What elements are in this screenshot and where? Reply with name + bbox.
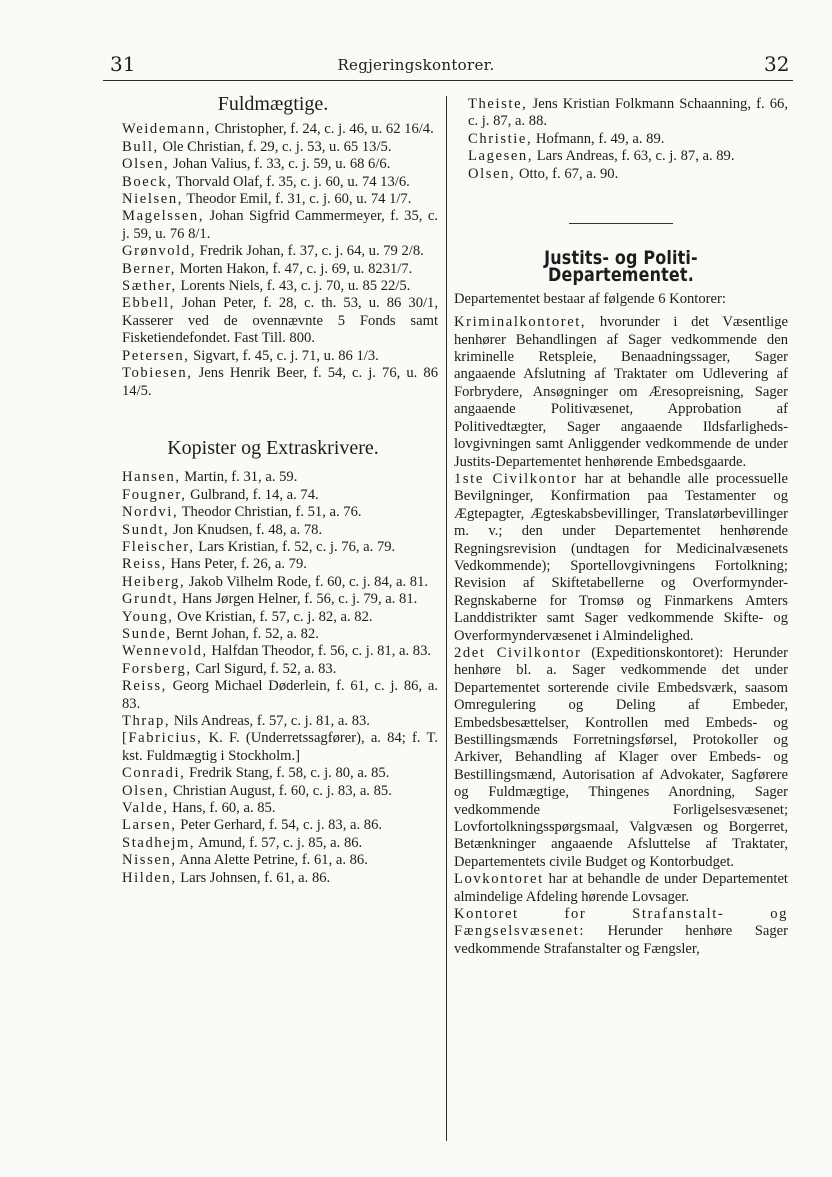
list-item	[108, 556, 438, 573]
list-item	[108, 713, 438, 730]
entry-name: Nielsen,	[122, 191, 184, 208]
list-item	[108, 678, 438, 713]
list-item	[108, 504, 438, 521]
list-item	[108, 243, 438, 260]
list-item	[454, 96, 788, 131]
entry-name: Ebbell,	[122, 295, 175, 312]
right-column	[454, 96, 788, 958]
entry-details: Hans, f. 60, a. 85.	[168, 800, 276, 817]
entry-details: Lars Johnsen, f. 61, a. 86.	[176, 869, 331, 886]
list-item	[108, 817, 438, 834]
entry-name: Sæther,	[122, 278, 177, 295]
entry-details: Johan Valius, f. 33, c. j. 59, u. 68 6/6.	[169, 156, 391, 173]
list-item	[108, 626, 438, 643]
office-description: har at behandle alle processuelle Bevilgninger, Konfirmation paa Testamenter og Ægtepagter, Ægteskabsbevillinger, Translatørbevillinger m. v.; den under Departementet henhørende Regningsrevision (undtagen for Medicinalvæsenets Vedkommende); Sportellovgivningens Fortolkning; Revision af Skiftetabellerne og Overformynder-Regnskaberne for Tromsø og Finmarkens Amters Landdistrikter samt Sager vedkommende Skifte- og Overformyndervæsenet i Almindelighed.	[454, 470, 788, 644]
list-item	[108, 139, 438, 156]
entry-details: Fredrik Stang, f. 58, c. j. 80, a. 85.	[185, 765, 390, 782]
list-item	[108, 609, 438, 626]
kopister-list	[108, 469, 438, 887]
right-top-list	[454, 96, 788, 183]
list-item	[108, 591, 438, 608]
office-description: (Expeditionskontoret): Herunder henhøre bl. a. Sager vedkommende det under Departementet sorterende civile Embedsværk, saasom Omregulering og Deling af Embeder, Embedsbesættelser, Kontrollen med Embeds- og Bestillingsmænds Forretningsførsel, Protokoller og Arkiver, Behandling af Klager over Embeds- og Bestillingsmænd, Autorisation af Advokater, Sagførere og Fuldmægtige, Thingenes Anordning, Sager vedkommende Forligelsesvæsenet; Lovfortolkningsspørgsmaal, Valgvæsen og Borgerret, Betænkninger angaaende Afsluttelse af Traktater, Departementets civile Budget og Kontorbudget.	[454, 644, 789, 870]
list-item	[108, 852, 438, 869]
list-item	[108, 835, 438, 852]
list-item	[108, 191, 438, 208]
entry-details: Johan Peter, f. 28, c. th. 53, u. 86 30/1, Kasserer ved de ovennævnte 5 Fonds samt Fisketiendefondet. Fast Till. 800.	[122, 295, 438, 347]
left-column	[108, 93, 438, 887]
entry-name: Wennevold,	[122, 643, 208, 660]
entry-details: Morten Hakon, f. 47, c. j. 69, u. 8231/7.	[175, 260, 413, 277]
entry-details: Johan Sigfrid Cammermeyer, f. 35, c. j. 59, u. 76 8/1.	[122, 208, 438, 242]
page-number-right: 32	[764, 52, 790, 76]
entry-details: Lorents Niels, f. 43, c. j. 70, u. 85 22/5.	[176, 278, 411, 295]
entry-details: Otto, f. 67, a. 90.	[515, 165, 619, 182]
list-item	[108, 174, 438, 191]
list-item	[108, 783, 438, 800]
entry-details: Halfdan Theodor, f. 56, c. j. 81, a. 83.	[207, 643, 432, 660]
entry-name: Heiberg,	[122, 573, 186, 590]
entry-details: Gulbrand, f. 14, a. 74.	[186, 486, 319, 503]
entry-details: Lars Andreas, f. 63, c. j. 87, a. 89.	[533, 148, 735, 165]
list-item	[108, 121, 438, 138]
entry-details: Christopher, f. 24, c. j. 46, u. 62 16/4.	[210, 121, 434, 138]
entry-name: Weidemann,	[122, 121, 211, 138]
entry-name: [Fabricius,	[122, 730, 203, 747]
department-office-paragraph	[454, 471, 788, 645]
entry-details: Nils Andreas, f. 57, c. j. 81, a. 83.	[170, 713, 370, 729]
office-name: Kontoret for Strafanstalt- og Fængselsvæsenet:	[454, 906, 788, 940]
entry-details: Georg Michael Døderlein, f. 61, c. j. 86, a. 83.	[122, 678, 438, 712]
section-title-kopister: Kopister og Extraskrivere.	[167, 436, 379, 459]
entry-name: Fleischer,	[122, 538, 195, 555]
entry-name: Nordvi,	[122, 504, 179, 521]
entry-name: Fougner,	[122, 486, 187, 503]
entry-details: Lars Kristian, f. 52, c. j. 76, a. 79.	[194, 538, 396, 555]
entry-name: Forsberg,	[122, 660, 192, 677]
entry-details: Anna Alette Petrine, f. 61, a. 86.	[176, 852, 368, 869]
list-item	[454, 166, 788, 183]
fuldmaegtige-list	[108, 121, 438, 400]
department-office-paragraph	[454, 314, 788, 471]
entry-name: Olsen,	[468, 165, 516, 182]
list-item	[108, 522, 438, 539]
entry-name: Tobiesen,	[122, 365, 193, 382]
office-name: 2det Civilkontor	[454, 644, 582, 661]
entry-name: Boeck,	[122, 173, 173, 190]
entry-details: Theodor Christian, f. 51, a. 76.	[178, 504, 362, 521]
department-office-paragraph	[454, 906, 788, 958]
entry-details: Jon Knudsen, f. 48, a. 78.	[169, 521, 323, 538]
entry-name: Berner,	[122, 260, 176, 277]
entry-name: Reiss,	[122, 556, 167, 573]
list-item	[454, 131, 788, 148]
entry-details: Martin, f. 31, a. 59.	[180, 469, 298, 486]
entry-name: Petersen,	[122, 347, 190, 364]
entry-name: Christie,	[468, 130, 533, 147]
list-item	[108, 278, 438, 295]
entry-name: Grønvold,	[122, 243, 196, 260]
entry-details: Hofmann, f. 49, a. 89.	[532, 130, 665, 147]
entry-details: Theodor Emil, f. 31, c. j. 60, u. 74 1/7.	[183, 191, 412, 208]
entry-details: Amund, f. 57, c. j. 85, a. 86.	[195, 834, 363, 851]
entry-name: Sundt,	[122, 521, 170, 538]
entry-details: Bernt Johan, f. 52, a. 82.	[171, 625, 319, 642]
entry-details: Sigvart, f. 45, c. j. 71, u. 86 1/3.	[189, 347, 379, 364]
column-divider	[446, 96, 447, 1141]
entry-details: Carl Sigurd, f. 52, a. 83.	[191, 660, 337, 677]
list-item	[108, 348, 438, 365]
entry-name: Hilden,	[122, 869, 177, 886]
entry-details: Peter Gerhard, f. 54, c. j. 83, a. 86.	[176, 817, 383, 834]
list-item	[108, 661, 438, 678]
entry-name: Nissen,	[122, 852, 177, 869]
list-item	[108, 643, 438, 660]
entry-details: K. F. (Underretssagfører), a. 84; f. T. kst. Fuldmægtig i Stockholm.]	[122, 730, 438, 764]
entry-name: Reiss,	[122, 678, 167, 695]
entry-details: Jens Henrik Beer, f. 54, c. j. 76, u. 86 14/5.	[122, 365, 438, 399]
entry-name: Thrap,	[122, 713, 171, 729]
entry-details: Jens Kristian Folkmann Schaanning, f. 66, c. j. 87, a. 88.	[468, 96, 788, 130]
entry-details: Christian August, f. 60, c. j. 83, a. 85.	[169, 782, 392, 799]
entry-details: Ole Christian, f. 29, c. j. 53, u. 65 13/5.	[158, 138, 392, 155]
header-rule	[103, 80, 793, 81]
entry-name: Theiste,	[468, 96, 528, 112]
list-item	[108, 539, 438, 556]
entry-name: Grundt,	[122, 591, 179, 608]
office-name: Kriminalkontoret,	[454, 314, 587, 331]
list-item	[108, 574, 438, 591]
entry-name: Hansen,	[122, 469, 181, 486]
section-rule	[454, 223, 788, 224]
entry-name: Conradi,	[122, 765, 186, 782]
entry-name: Stadhejm,	[122, 834, 196, 851]
department-paragraphs	[454, 314, 788, 958]
list-item	[454, 148, 788, 165]
department-title: Justits- og Politi-Departementet.	[544, 247, 698, 287]
list-item	[108, 261, 438, 278]
list-item	[108, 156, 438, 173]
list-item	[108, 487, 438, 504]
entry-name: Larsen,	[122, 817, 177, 834]
page-number-left: 31	[110, 52, 136, 76]
office-description: hvorunder i det Væsentlige henhører Behandlingen af Sager vedkommende den kriminelle Retspleie, Benaadningssager, Sager angaaende Afslutning af Traktater om Udlevering af Forbrydere, Ansøgninger om Æresopreisning, Sager angaaende Politivæsenet, Approbation af Politivedtægter, Sager angaaende Ildsfarligheds-lovgivningen samt Anliggender vedkommende de under Justits-Departementet henhørende Embedsgaarde.	[454, 314, 788, 470]
office-name: 1ste Civilkontor	[454, 470, 578, 487]
list-item	[108, 870, 438, 887]
running-header: Regjeringskontorer.	[337, 56, 495, 74]
entry-name: Bull,	[122, 138, 159, 155]
office-name: Lovkontoret	[454, 871, 544, 888]
department-office-paragraph	[454, 645, 788, 871]
entry-name: Magelssen,	[122, 208, 205, 225]
entry-details: Ove Kristian, f. 57, c. j. 82, a. 82.	[173, 608, 373, 625]
entry-details: Thorvald Olaf, f. 35, c. j. 60, u. 74 13/6.	[172, 173, 410, 190]
list-item	[108, 469, 438, 486]
entry-name: Sunde,	[122, 625, 172, 642]
list-item	[108, 730, 438, 765]
entry-details: Jakob Vilhelm Rode, f. 60, c. j. 84, a. 81.	[185, 573, 429, 590]
list-item	[108, 765, 438, 782]
entry-details: Hans Jørgen Helner, f. 56, c. j. 79, a. 81.	[178, 591, 418, 608]
department-office-paragraph	[454, 871, 788, 906]
department-intro: Departementet bestaar af følgende 6 Kontorer:	[454, 290, 726, 307]
entry-details: Hans Peter, f. 26, a. 79.	[166, 556, 307, 573]
list-item	[108, 208, 438, 243]
office-description: har at behandle de under Departementet almindelige Afdeling hørende Lovsager.	[454, 871, 788, 905]
entry-name: Young,	[122, 608, 174, 625]
list-item	[108, 800, 438, 817]
entry-details: Fredrik Johan, f. 37, c. j. 64, u. 79 2/8.	[196, 243, 424, 260]
office-description: Herunder henhøre Sager vedkommende Strafanstalter og Fængsler,	[454, 923, 788, 957]
entry-name: Olsen,	[122, 782, 170, 799]
entry-name: Lagesen,	[468, 148, 534, 165]
list-item	[108, 295, 438, 347]
entry-name: Olsen,	[122, 156, 170, 173]
list-item	[108, 365, 438, 400]
entry-name: Valde,	[122, 800, 169, 817]
section-title-fuldmaegtige: Fuldmægtige.	[217, 93, 329, 115]
